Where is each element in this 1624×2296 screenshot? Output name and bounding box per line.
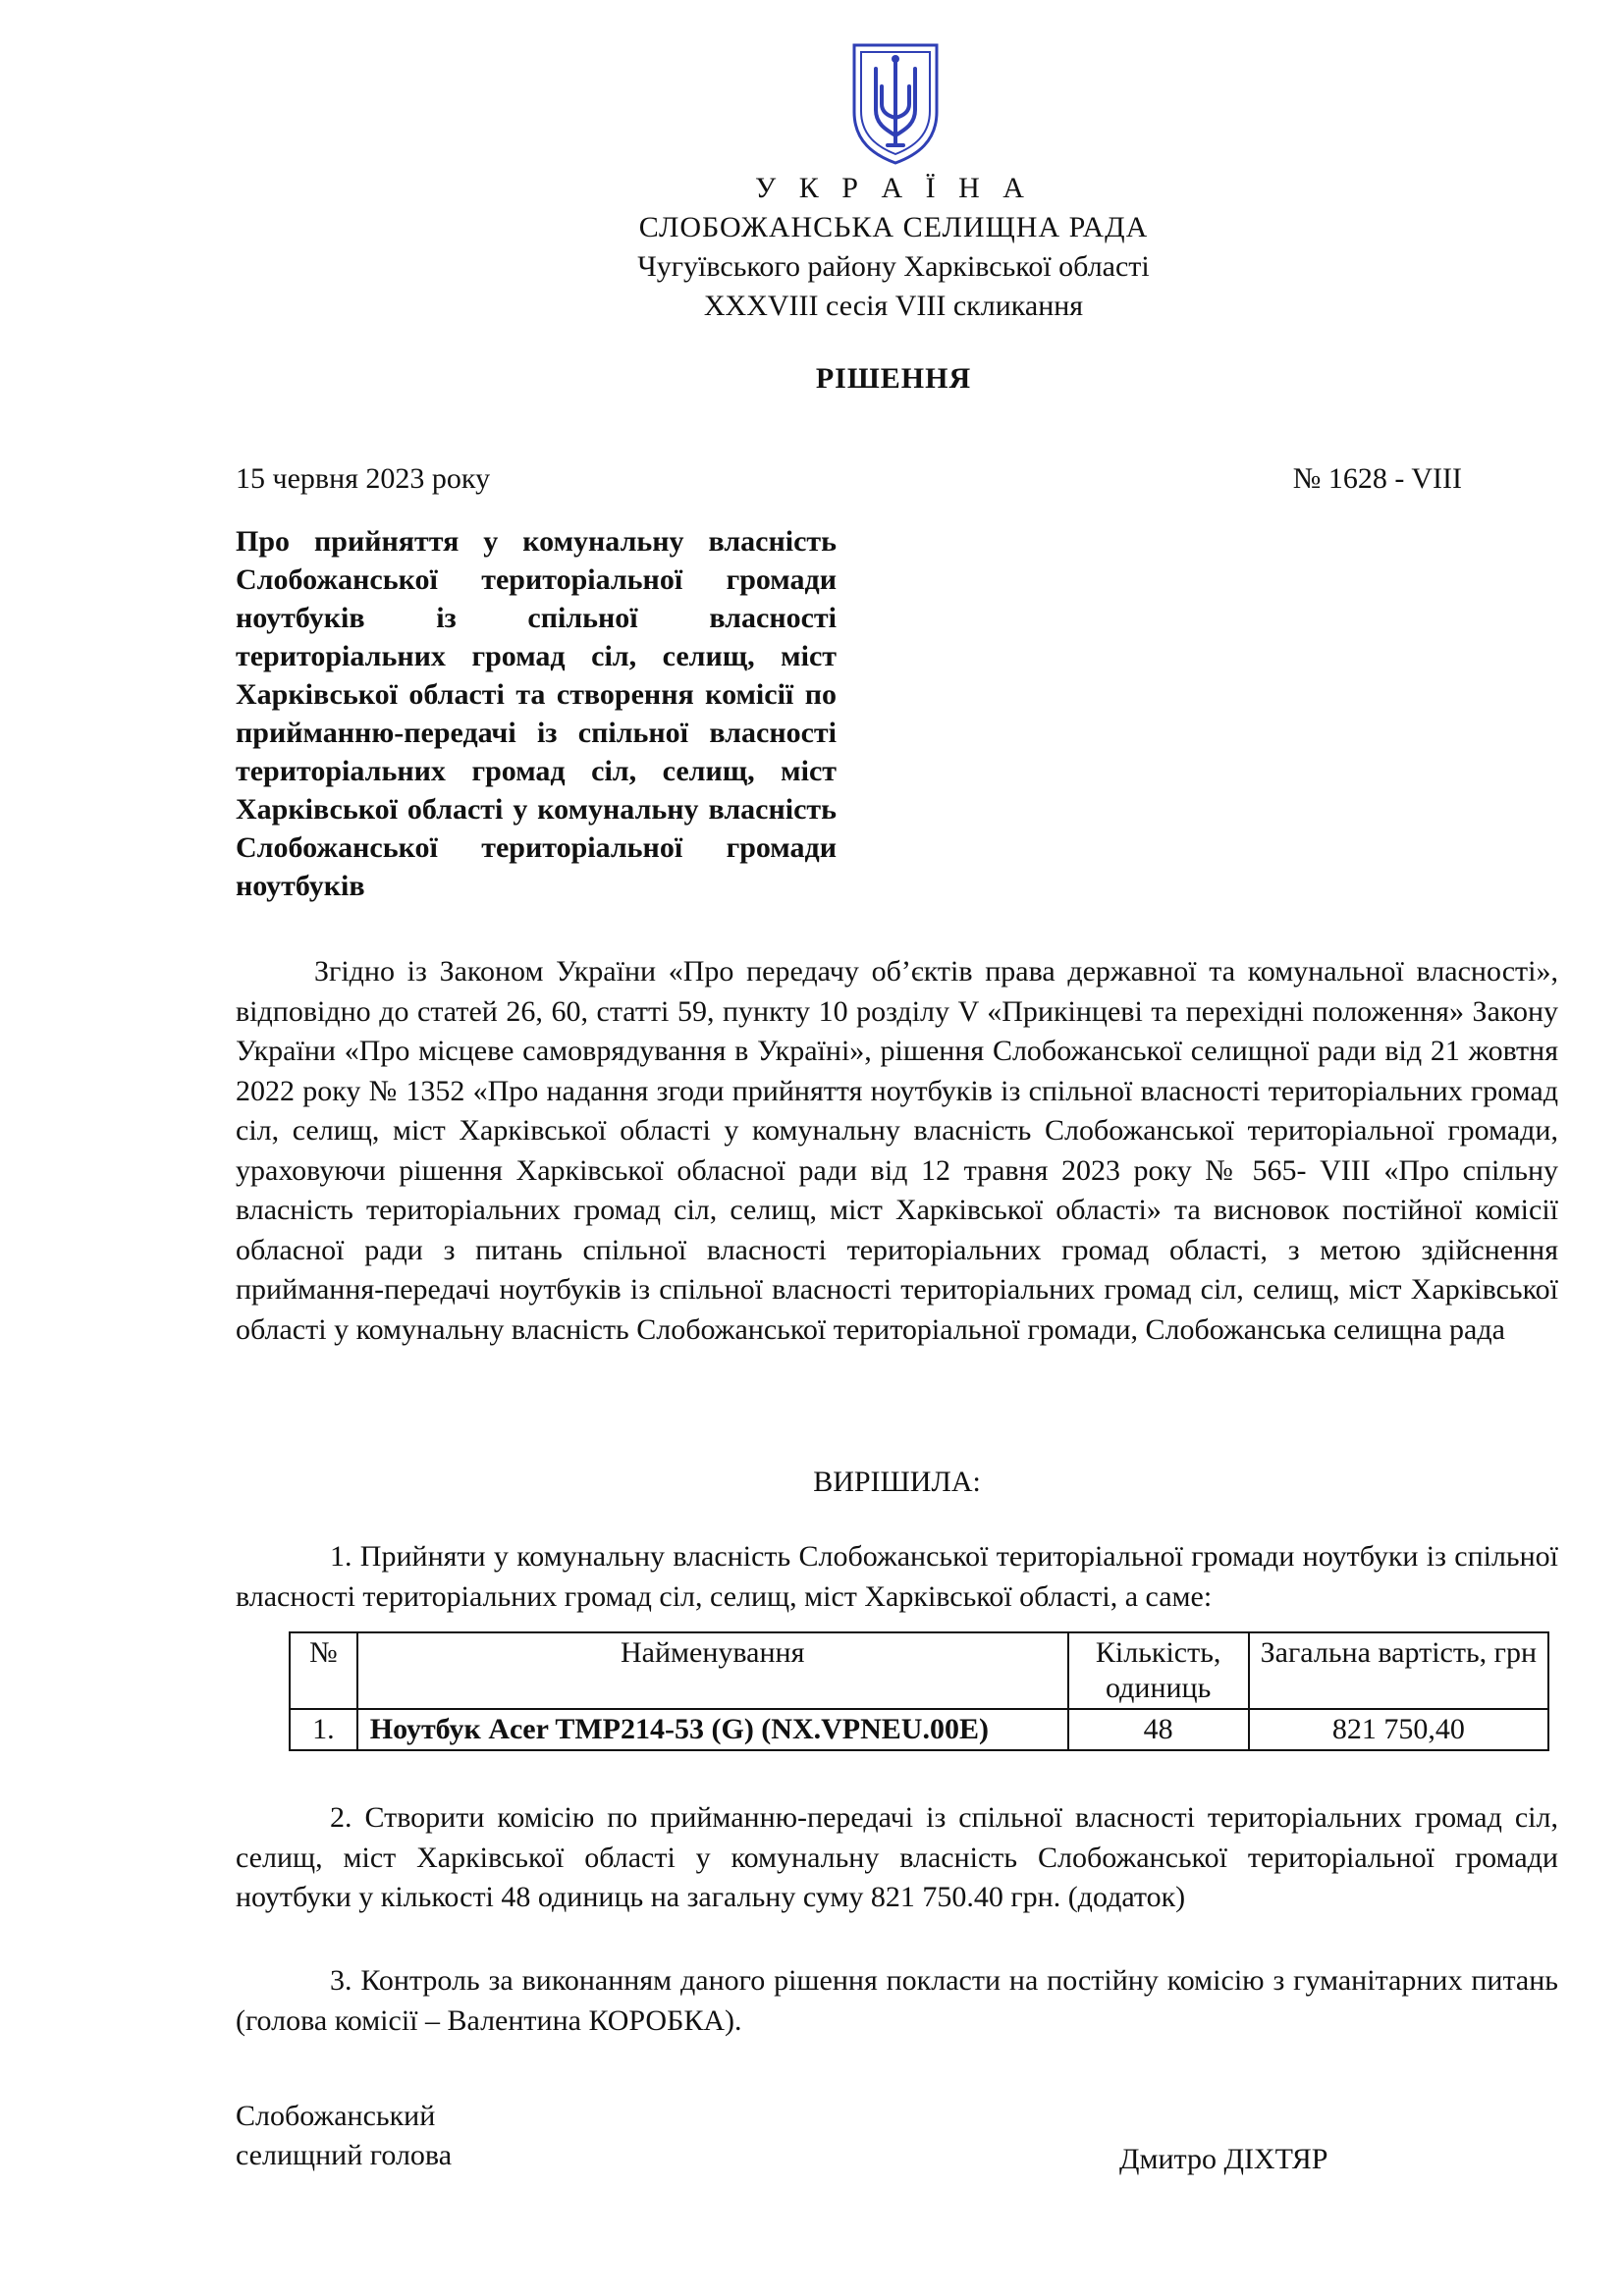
signatory-name: Дмитро ДІХТЯР bbox=[1119, 2143, 1328, 2175]
table-header-row bbox=[290, 1632, 1548, 1709]
decision-number: № 1628 - VIII bbox=[1292, 462, 1462, 495]
session-line: XXXVIII сесія VIII скликання bbox=[703, 290, 1084, 322]
preamble-paragraph: Згідно із Законом України «Про передачу об’єктів права державної та комунальної власності», відповідно до статей 26, 60, статті 59, пункту 10 розділу V «Прикінцеві та перехідні положення» Закону України «Про місцеве самоврядування в Україні», рішення Слобожанської селищної ради від 21 жовтня 2022 року № 1352 «Про надання згоди прийняття ноутбуків із спільної власності територіальних громад сіл, селищ, міст Харківської області у комунальну власність Слобожанської територіальної громади, ураховуючи рішення Харківської обласної ради від 12 травня 2023 року № 565- VIII «Про спільну власність територіальних громад сіл, селищ, міст Харківської області» та висновок постійної комісії обласної ради з питань спільної власності територіальних громад області, з метою здійснення приймання-передачі ноутбуків із спільної власності територіальних громад сіл, селищ, міст Харківської області у комунальну власність Слобожанської територіальної громади, Слобожанська селищна рада bbox=[236, 955, 1558, 1346]
row-total-value-cell: 821 750,40 bbox=[1249, 1709, 1548, 1750]
resolution-item-1: 1. Прийняти у комунальну власність Слобожанської територіальної громади ноутбуки із спільної власності територіальних громад сіл, селищ, міст Харківської області, а саме: bbox=[236, 1540, 1558, 1613]
resolution-item-2: 2. Створити комісію по прийманню-передачі із спільної власності територіальних громад сіл, селищ, міст Харківської області у комунальну власність Слобожанської територіальної громади ноутбуки у кількості 48 одиниць на загальну суму 821 750.40 грн. (додаток) bbox=[236, 1801, 1558, 1913]
row-name-cell: Ноутбук Acer TMP214-53 (G) (NX.VPNEU.00E) bbox=[357, 1709, 1068, 1750]
document-type-heading: РІШЕННЯ bbox=[815, 362, 972, 395]
district-line: Чугуївського району Харківської області bbox=[637, 250, 1150, 283]
council-name: СЛОБОЖАНСЬКА СЕЛИЩНА РАДА bbox=[638, 211, 1149, 243]
resolution-item-3: 3. Контроль за виконанням даного рішення покласти на постійну комісію з гуманітарних питань (голова комісії – Валентина КОРОБКА). bbox=[236, 1964, 1558, 2037]
decision-date: 15 червня 2023 року bbox=[236, 462, 491, 495]
signatory-title-line-1: Слобожанський bbox=[236, 2100, 436, 2132]
coat-of-arms-icon bbox=[848, 39, 943, 167]
column-header-total-value: Загальна вартість, грн bbox=[1249, 1632, 1548, 1709]
signatory-title-line-2: селищний голова bbox=[236, 2139, 453, 2171]
column-header-quantity: Кількість, одиниць bbox=[1068, 1632, 1249, 1709]
column-header-number: № bbox=[290, 1632, 357, 1709]
row-quantity-cell: 48 bbox=[1068, 1709, 1249, 1750]
laptops-table bbox=[289, 1631, 1549, 1751]
resolved-heading: ВИРІШИЛА: bbox=[813, 1466, 981, 1498]
signatory-title bbox=[236, 2097, 452, 2175]
decision-subject: Про прийняття у комунальну власність Слобожанської територіальної громади ноутбуків із спільної власності територіальних громад сіл, селищ, міст Харківської області та створення комісії по прийманню-передачі із спільної власності територіальних громад сіл, селищ, міст Харківської області у комунальну власність Слобожанської територіальної громади ноутбуків bbox=[236, 525, 837, 902]
table-row bbox=[290, 1709, 1548, 1750]
country-title: У К Р А Ї Н А bbox=[755, 172, 1032, 204]
column-header-name: Найменування bbox=[357, 1632, 1068, 1709]
row-number-cell: 1. bbox=[290, 1709, 357, 1750]
